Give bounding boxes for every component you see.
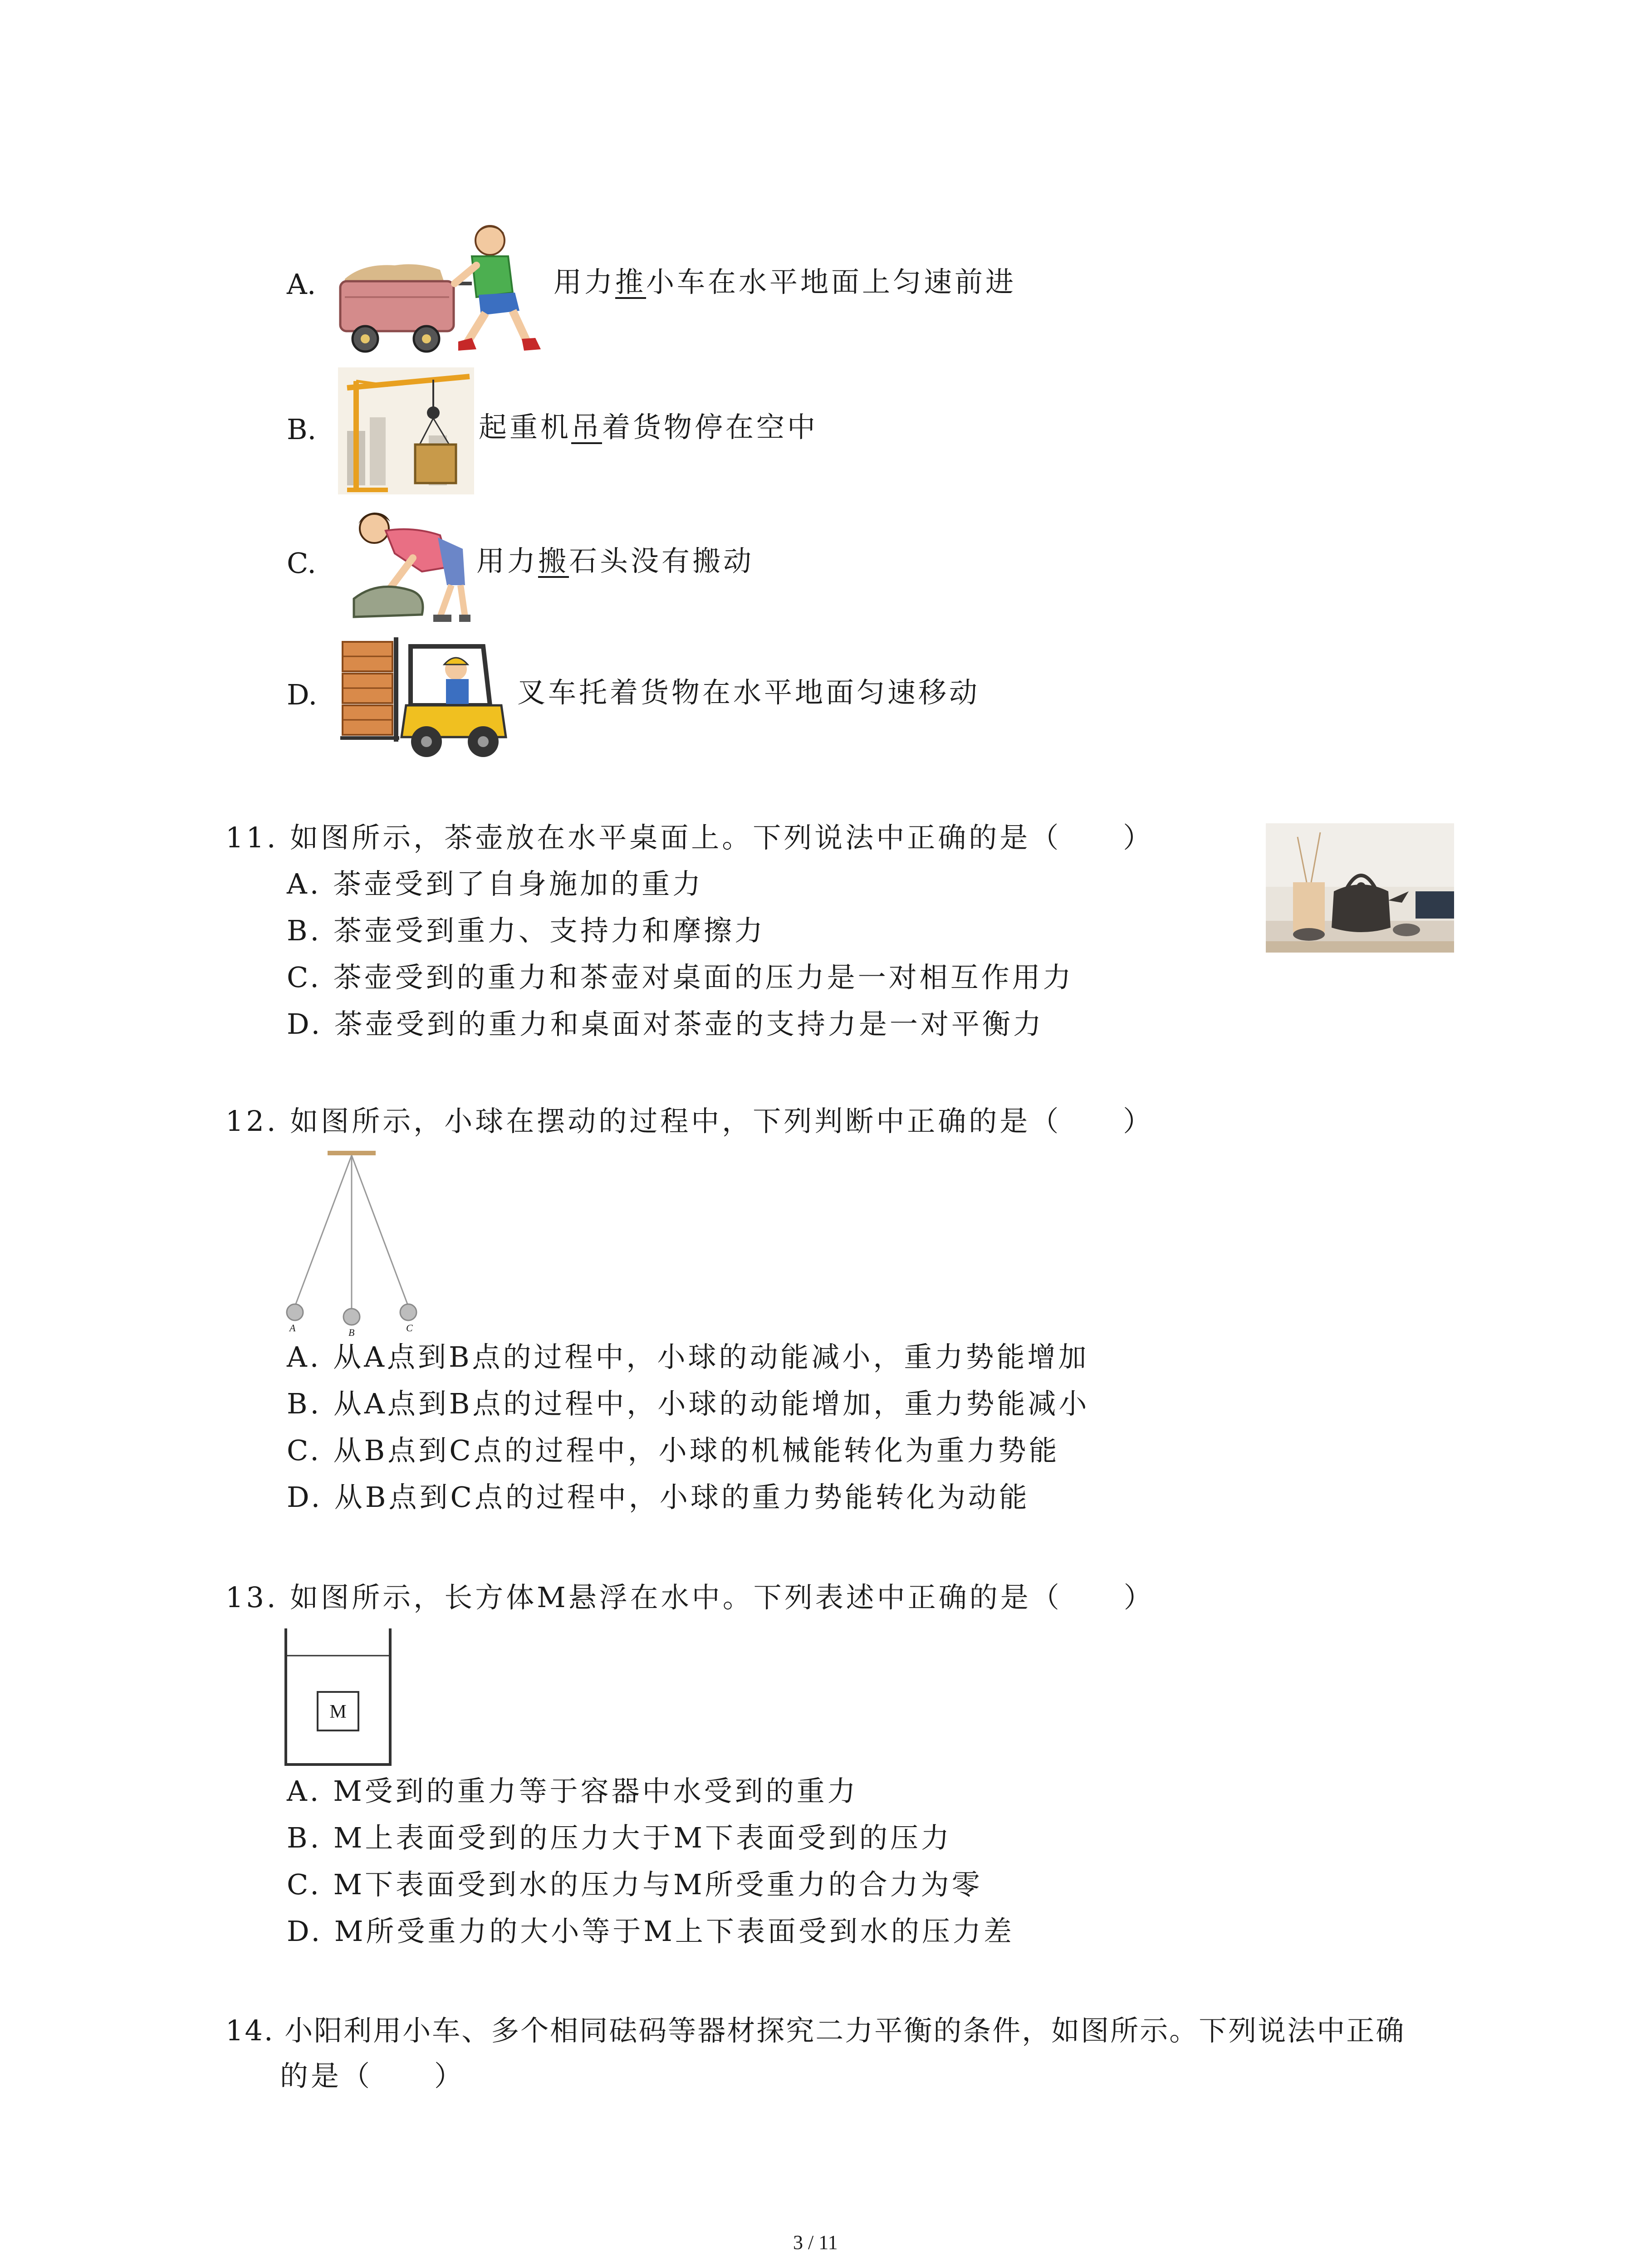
question-stem: 13. 如图所示，长方体M悬浮在水中。下列表述中正确的是（ ） <box>225 1581 1155 1614</box>
option-text: 用力搬石头没有搬动 <box>476 544 754 577</box>
answer-option: C. 茶壶受到的重力和茶壶对桌面的压力是一对相互作用力 <box>287 961 1074 994</box>
ball-c <box>400 1304 416 1320</box>
pendulum-label-b: B <box>348 1327 355 1338</box>
answer-option: D. 从B点到C点的过程中，小球的重力势能转化为动能 <box>287 1481 1030 1514</box>
answer-option: B. 茶壶受到重力、支持力和摩擦力 <box>287 914 765 947</box>
question-stem: 11. 如图所示，茶壶放在水平桌面上。下列说法中正确的是（ ） <box>225 821 1154 854</box>
pendulum-label-a: A <box>289 1322 296 1334</box>
option-letter: D. <box>287 678 318 711</box>
option-text: 用力推小车在水平地面上匀速前进 <box>554 265 1017 298</box>
boy-pushing-cart-icon <box>336 220 549 356</box>
question-stem-continued: 的是（ ） <box>280 2059 465 2092</box>
answer-option: D. M所受重力的大小等于M上下表面受到水的压力差 <box>287 1915 1014 1948</box>
option-letter: A. <box>287 268 316 301</box>
option-text: 起重机吊着货物停在空中 <box>479 411 818 444</box>
answer-option: A. 茶壶受到了自身施加的重力 <box>287 867 704 900</box>
answer-option: D. 茶壶受到的重力和桌面对茶壶的支持力是一对平衡力 <box>287 1007 1044 1041</box>
question-stem: 14. 小阳利用小车、多个相同砝码等器材探究二力平衡的条件，如图所示。下列说法中正确 <box>225 2014 1406 2047</box>
answer-option: A. M受到的重力等于容器中水受到的重力 <box>287 1774 858 1808</box>
answer-option: C. 从B点到C点的过程中，小球的机械能转化为重力势能 <box>287 1434 1060 1467</box>
girl-lifting-stone-icon <box>336 503 472 626</box>
answer-option: B. 从A点到B点的过程中，小球的动能增加，重力势能减小 <box>287 1387 1090 1420</box>
water-container-diagram <box>284 1628 392 1769</box>
answer-option: C. M下表面受到水的压力与M所受重力的合力为零 <box>287 1868 983 1901</box>
answer-option: A. 从A点到B点的过程中，小球的动能减小，重力势能增加 <box>287 1340 1089 1374</box>
block-m-label: M <box>329 1701 347 1722</box>
teapot-photo-icon <box>1266 823 1454 953</box>
option-letter: C. <box>287 547 316 580</box>
ball-b <box>343 1309 360 1325</box>
pendulum-diagram <box>277 1145 426 1336</box>
crane-lifting-cargo-icon <box>338 367 474 494</box>
pendulum-label-c: C <box>406 1322 413 1334</box>
question-stem: 12. 如图所示，小球在摆动的过程中，下列判断中正确的是（ ） <box>225 1105 1154 1138</box>
option-text: 叉车托着货物在水平地面匀速移动 <box>517 676 980 709</box>
option-letter: B. <box>287 413 317 446</box>
answer-option: B. M上表面受到的压力大于M下表面受到的压力 <box>287 1821 952 1854</box>
ball-a <box>287 1304 303 1320</box>
page-number: 3 / 11 <box>793 2231 838 2253</box>
forklift-with-boxes-icon <box>338 633 510 764</box>
